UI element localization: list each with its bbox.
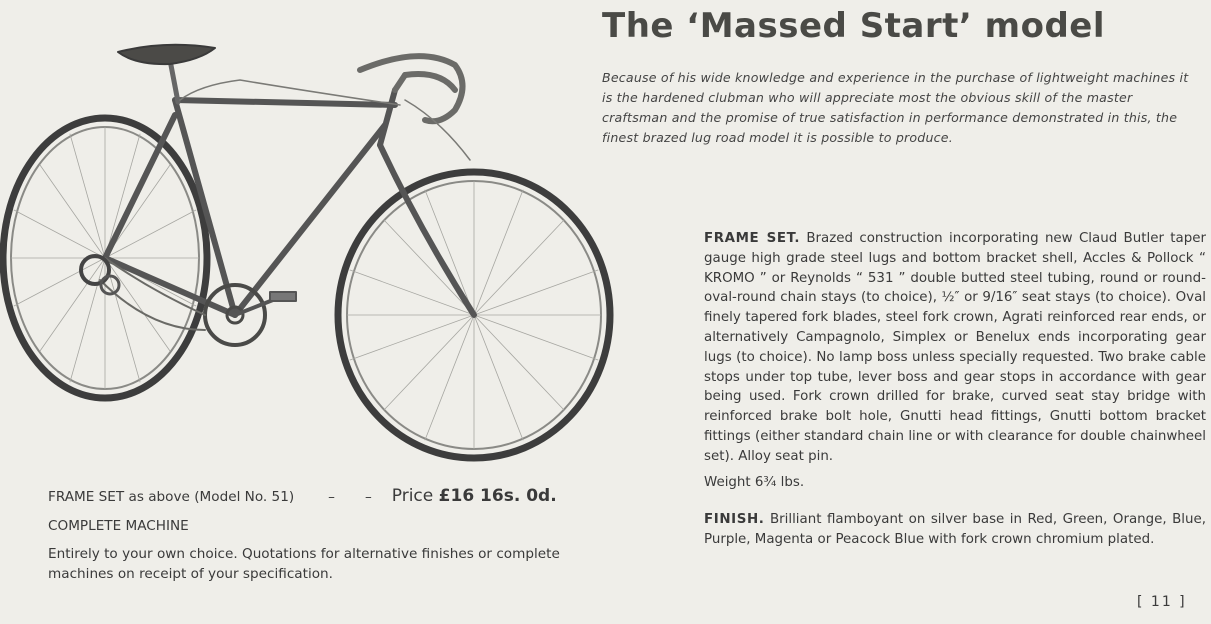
dash-separator: – bbox=[328, 489, 335, 505]
complete-machine-heading: COMPLETE MACHINE bbox=[48, 518, 189, 534]
frame-set-label: FRAME SET as above (Model No. 51) bbox=[48, 489, 295, 505]
price bbox=[392, 486, 557, 506]
price-prefix: Price bbox=[391, 486, 434, 506]
frame-set-price-row bbox=[48, 486, 598, 506]
frame-set-text: Brazed construction incorporating new Claud Butler taper gauge high grade steel lugs and bottom bracket shell, Accles & Pollock “ KROMO ” or Reynolds “ 531 ” double butted steel tubing, round or round-oval-round chain stays (to choice), ½″ or 9/16″ seat stays (to choice). Oval finely tapered fork blades, steel fork crown, Agrati reinforced rear ends, or alternatively Campagnolo, Simplex or Benelux ends incorporating gear lugs (to choice). No lamp boss unless specially requested. Two brake cable stops under top tube, lever boss and gear stops in accordance with gear being used. Fork crown drilled for brake, curved seat stay bridge with reinforced brake bolt hole, Gnutti head fittings, Gnutti bottom bracket fittings (either standard chain line or with clearance for double chainwheel set). Alloy seat pin. bbox=[704, 231, 1206, 464]
frame-set-paragraph bbox=[704, 229, 1206, 467]
price-value: £16 16s. 0d. bbox=[438, 486, 557, 506]
weight-text: Weight 6¾ lbs. bbox=[704, 474, 805, 490]
saddle bbox=[118, 45, 215, 102]
intro-paragraph: Because of his wide knowledge and experience in the purchase of lightweight machines it is the hardened clubman who will appreciate most the obvious skill of the master craftsman and the promise of true satisfaction in performance demonstrated in this, the finest brazed lug road model it is possible to produce. bbox=[602, 70, 1189, 145]
finish-heading: FINISH. bbox=[704, 512, 765, 528]
page-title: The ‘Massed Start’ model bbox=[602, 6, 1105, 46]
bicycle-photo bbox=[0, 30, 620, 470]
dash-separator-2: – bbox=[364, 489, 372, 505]
page-number: [ 11 ] bbox=[1137, 594, 1187, 610]
bicycle-frame bbox=[105, 90, 474, 315]
pricing-block bbox=[48, 486, 598, 584]
specifications bbox=[704, 229, 1206, 550]
finish-text: Brilliant flamboyant on silver base in Red, Green, Orange, Blue, Purple, Magenta or Peacock Blue with fork crown chromium plated. bbox=[704, 512, 1206, 548]
handlebars bbox=[360, 56, 463, 121]
choice-text: Entirely to your own choice. Quotations for alternative finishes or complete machines on receipt of your specification. bbox=[48, 546, 560, 582]
finish-paragraph bbox=[704, 510, 1206, 550]
frame-set-heading: FRAME SET. bbox=[704, 231, 801, 246]
